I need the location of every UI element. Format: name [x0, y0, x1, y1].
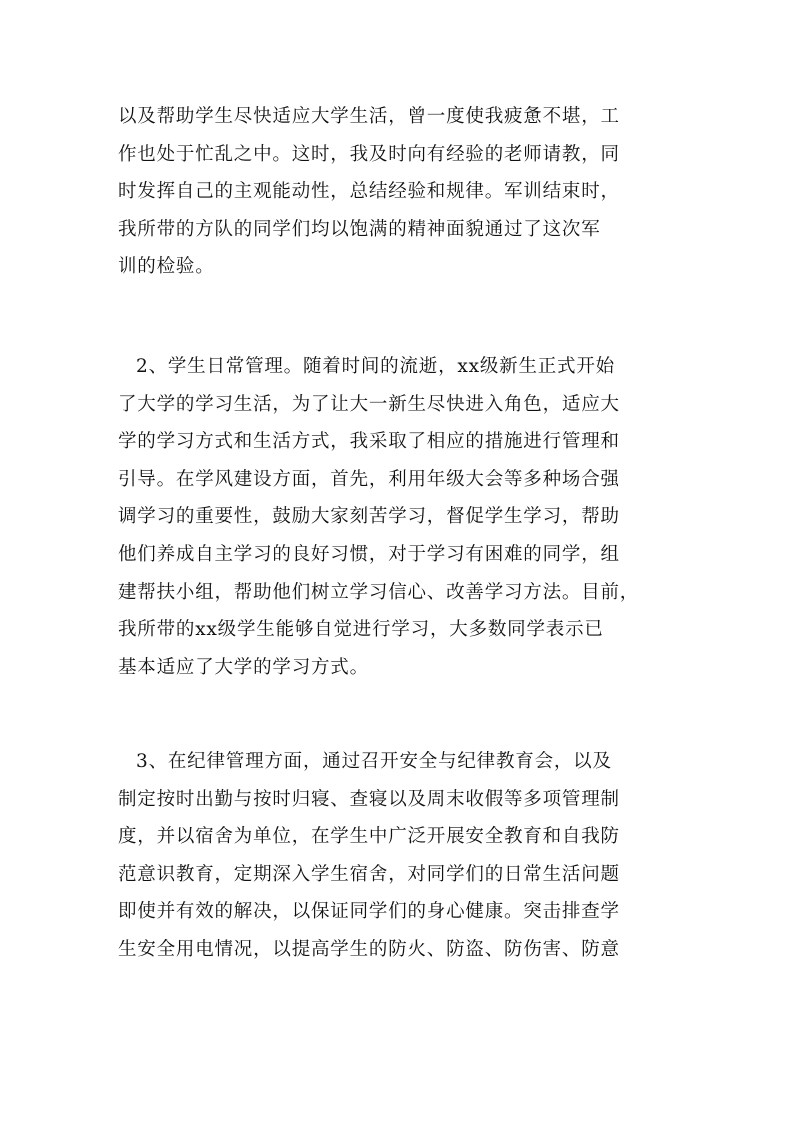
text-line: 度，并以宿舍为单位，在学生中广泛开展安全教育和自我防 [118, 826, 620, 848]
text-line: 建帮扶小组，帮助他们树立学习信心、改善学习方法。目前， [118, 581, 640, 603]
text-line: 即使并有效的解决，以保证同学们的身心健康。突击排查学 [118, 901, 620, 923]
paragraph-3 [118, 743, 698, 969]
text-line: 调学习的重要性，鼓励大家刻苦学习，督促学生学习，帮助 [118, 506, 620, 528]
text-line: 生安全用电情况，以提高学生的防火、防盗、防伤害、防意 [118, 938, 620, 960]
text-line: 2、学生日常管理。随着时间的流逝，xx级新生正式开始 [136, 356, 615, 377]
paragraph-1 [118, 98, 698, 286]
text-line: 3、在纪律管理方面，通过召开安全与纪律教育会，以及 [136, 751, 612, 772]
text-line: 他们养成自主学习的良好习惯，对于学习有困难的同学，组 [118, 543, 620, 565]
text-line: 我所带的方队的同学们均以饱满的精神面貌通过了这次军 [118, 218, 601, 240]
text-line: 了大学的学习生活，为了让大一新生尽快进入角色，适应大 [118, 393, 620, 415]
text-line: 引导。在学风建设方面，首先，利用年级大会等多种场合强 [118, 468, 620, 490]
text-line: 时发挥自己的主观能动性，总结经验和规律。军训结束时， [118, 181, 620, 203]
text-line: 训的检验。 [118, 256, 215, 278]
text-line: 制定按时出勤与按时归寝、查寝以及周末收假等多项管理制 [118, 788, 620, 810]
text-line: 以及帮助学生尽快适应大学生活，曾一度使我疲惫不堪，工 [118, 106, 620, 127]
text-line: 基本适应了大学的学习方式。 [118, 656, 369, 678]
text-line: 我所带的xx级学生能够自觉进行学习，大多数同学表示已 [118, 619, 604, 641]
text-line: 作也处于忙乱之中。这时，我及时向有经验的老师请教，同 [118, 143, 620, 165]
text-line: 范意识教育，定期深入学生宿舍，对同学们的日常生活问题 [118, 863, 620, 885]
text-line: 学的学习方式和生活方式，我采取了相应的措施进行管理和 [118, 431, 620, 453]
paragraph-2 [118, 348, 698, 686]
